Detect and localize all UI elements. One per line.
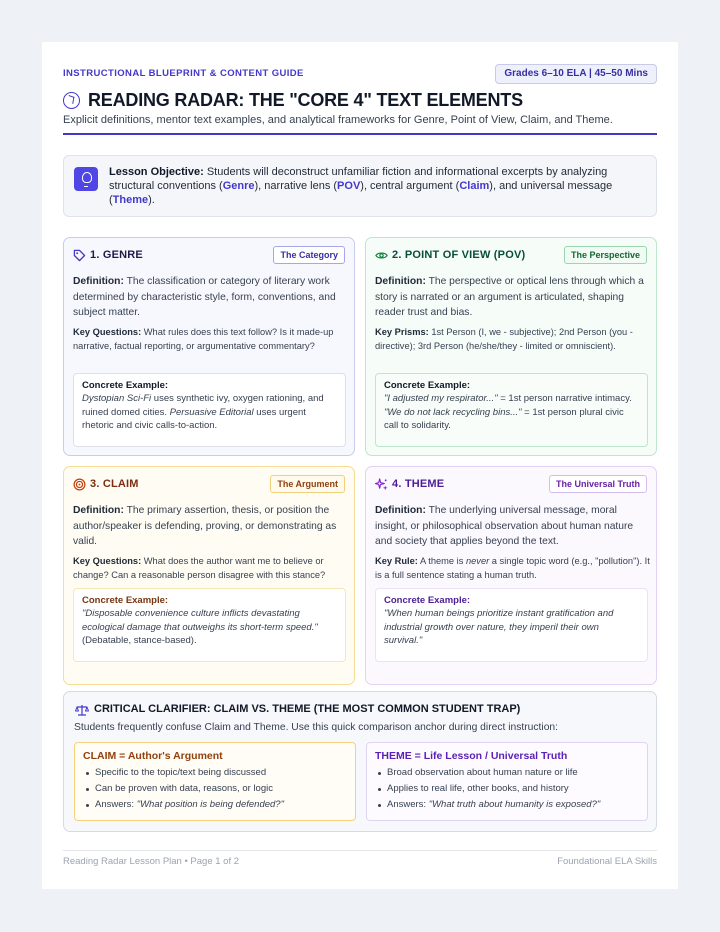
pov-card-header [375, 246, 647, 266]
theme-comparison-heading: THEME = Life Lesson / Universal Truth [375, 750, 568, 762]
example-title: Concrete Example: [384, 595, 471, 606]
example-text-part: uses urgent rhetoric and civic calls-to-action. [82, 406, 306, 431]
example-quote: "Disposable convenience culture inflicts devastating ecological damage that outweighs its short-term speed." [82, 608, 318, 633]
example-title: Concrete Example: [82, 380, 169, 391]
theme-title: 4. THEME [392, 478, 445, 490]
sparkles-icon [375, 478, 388, 491]
footer-page-info: Reading Radar Lesson Plan • Page 1 of 2 [63, 856, 240, 867]
key-rule-text: A theme is [417, 556, 466, 566]
definition-text: The perspective or optical lens through which a story is narrated or an argument is articulated, shaping reader trust and bias. [375, 276, 644, 318]
example-quote: "I adjusted my respirator..." [384, 393, 498, 404]
theme-comparison-box [366, 742, 648, 821]
key-questions-label: Key Questions: [73, 327, 142, 337]
key-rule-label: Key Rule: [375, 556, 418, 566]
objective-text-part: ). [148, 194, 155, 206]
claim-tag: The Argument [270, 475, 345, 493]
objective-theme: Theme [112, 194, 149, 206]
theme-definition [375, 503, 651, 550]
title-row [63, 90, 657, 110]
key-questions-label: Key Questions: [73, 556, 142, 566]
key-questions-text: What rules does this text follow? Is it made-up narrative, factual reporting, or argumentative commentary? [73, 327, 334, 351]
list-item: Applies to real life, other books, and history [375, 781, 639, 797]
definition-label: Definition: [73, 276, 124, 287]
pov-example [375, 373, 648, 447]
theme-example [375, 588, 648, 662]
grade-badge: Grades 6–10 ELA | 45–50 Mins [495, 64, 657, 84]
example-text [82, 392, 337, 433]
compass-icon [63, 92, 80, 109]
claim-title: 3. CLAIM [90, 478, 139, 490]
page-subtitle: Explicit definitions, mentor text examples, and analytical frameworks for Genre, Point of View, Claim, and Theme. [63, 114, 613, 126]
claim-definition [73, 503, 349, 550]
footer-divider [63, 850, 657, 851]
genre-card-header [73, 246, 345, 266]
theme-comparison-list [375, 765, 639, 813]
claim-comparison-list [83, 765, 347, 813]
genre-example [73, 373, 346, 447]
pov-tag: The Perspective [564, 246, 647, 264]
objective-text-part: ), and universal message ( [109, 180, 613, 206]
tag-icon [73, 249, 86, 262]
document-page [42, 42, 678, 889]
target-icon [73, 478, 86, 491]
answers-label: Answers: [387, 799, 429, 810]
claim-card-header [73, 475, 345, 495]
objective-text-part: ), central argument ( [360, 180, 460, 192]
objective-pov: POV [337, 180, 361, 192]
genre-title: 1. GENRE [90, 249, 143, 261]
list-item [83, 797, 347, 813]
example-genre-name: Dystopian Sci-Fi [82, 393, 152, 404]
genre-tag: The Category [273, 246, 345, 264]
example-text-part: = 1st person narrative intimacy. [497, 393, 632, 404]
key-questions-text: What does the author want me to believe or change? Can a reasonable person disagree with this stance? [73, 556, 326, 580]
theme-tag: The Universal Truth [549, 475, 647, 493]
title-divider [63, 133, 657, 135]
theme-card [365, 466, 657, 685]
list-item [375, 797, 639, 813]
objective-text-part: Students will deconstruct unfamiliar fiction and informational excerpts by analyzing structural conventions ( [109, 166, 608, 192]
pov-definition [375, 274, 651, 321]
list-item: Can be proven with data, reasons, or logic [83, 781, 347, 797]
example-quote: "When human beings prioritize instant gratification and industrial growth over nature, they imperil their own survival." [384, 608, 614, 646]
list-item: Specific to the topic/text being discussed [83, 765, 347, 781]
key-rule-text: a single topic word (e.g., "pollution"). It is a full sentence stating a human truth. [375, 556, 650, 580]
claim-key-questions [73, 554, 349, 582]
definition-label: Definition: [73, 505, 124, 516]
footer-series: Foundational ELA Skills [557, 856, 657, 867]
list-item: Broad observation about human nature or life [375, 765, 639, 781]
critical-clarifier [63, 691, 657, 832]
example-text-part: (Debatable, stance-based). [82, 635, 197, 646]
answers-label: Answers: [95, 799, 137, 810]
lightbulb-icon [74, 167, 98, 191]
answers-question: "What truth about humanity is exposed?" [428, 799, 601, 810]
claim-example [73, 588, 346, 662]
definition-text: The classification or category of literary work determined by characteristic style, form, conventions, and subject matter. [73, 276, 336, 318]
example-text-part: uses synthetic ivy, oxygen rationing, and ruined domed cities. [82, 393, 324, 418]
example-text-part: = 1st person plural civic call to solidarity. [384, 406, 624, 431]
example-title: Concrete Example: [384, 380, 471, 391]
claim-card [63, 466, 355, 685]
clarifier-title: CRITICAL CLARIFIER: CLAIM VS. THEME (THE MOST COMMON STUDENT TRAP) [94, 703, 521, 715]
answers-question: "What position is being defended?" [136, 799, 284, 810]
example-text [82, 607, 337, 648]
genre-definition [73, 274, 349, 321]
pov-key-prisms [375, 325, 651, 353]
definition-label: Definition: [375, 505, 426, 516]
key-prisms-label: Key Prisms: [375, 327, 429, 337]
example-quote: "We do not lack recycling bins..." [384, 406, 522, 418]
example-genre-name: Persuasive Editorial [169, 406, 254, 418]
genre-card [63, 237, 355, 456]
objective-claim: Claim [459, 180, 490, 192]
scale-icon [75, 704, 89, 716]
clarifier-subtitle: Students frequently confuse Claim and Theme. Use this quick comparison anchor during direct instruction: [74, 722, 559, 733]
objective-genre: Genre [222, 180, 255, 192]
genre-key-questions [73, 325, 349, 353]
pov-card [365, 237, 657, 456]
header-top-row [63, 64, 657, 86]
key-prisms-text: 1st Person (I, we - subjective); 2nd Person (you - directive); 3rd Person (he/she/they - limited or omniscient). [375, 327, 633, 351]
example-text [384, 392, 639, 433]
pov-title: 2. POINT OF VIEW (POV) [392, 249, 526, 261]
theme-key-rule [375, 554, 651, 582]
objective-text-part: ), narrative lens ( [254, 180, 338, 192]
eye-icon [375, 249, 388, 262]
definition-text: The primary assertion, thesis, or position the author/speaker is defending, proving, or demonstrating as valid. [73, 505, 337, 547]
example-title: Concrete Example: [82, 595, 169, 606]
objective-label: Lesson Objective: [109, 166, 204, 178]
eyebrow-label: INSTRUCTIONAL BLUEPRINT & CONTENT GUIDE [63, 68, 304, 79]
claim-comparison-box [74, 742, 356, 821]
key-rule-emphasis: never [465, 556, 490, 566]
claim-comparison-heading: CLAIM = Author's Argument [83, 750, 223, 762]
page-title: READING RADAR: THE "CORE 4" TEXT ELEMENTS [88, 90, 523, 110]
lesson-objective [63, 155, 657, 217]
example-text [384, 607, 639, 648]
definition-text: The underlying universal message, moral insight, or philosophical observation about human nature and society that applies beyond the text. [375, 505, 634, 547]
objective-text [109, 165, 649, 207]
definition-label: Definition: [375, 276, 426, 287]
theme-card-header [375, 475, 647, 495]
